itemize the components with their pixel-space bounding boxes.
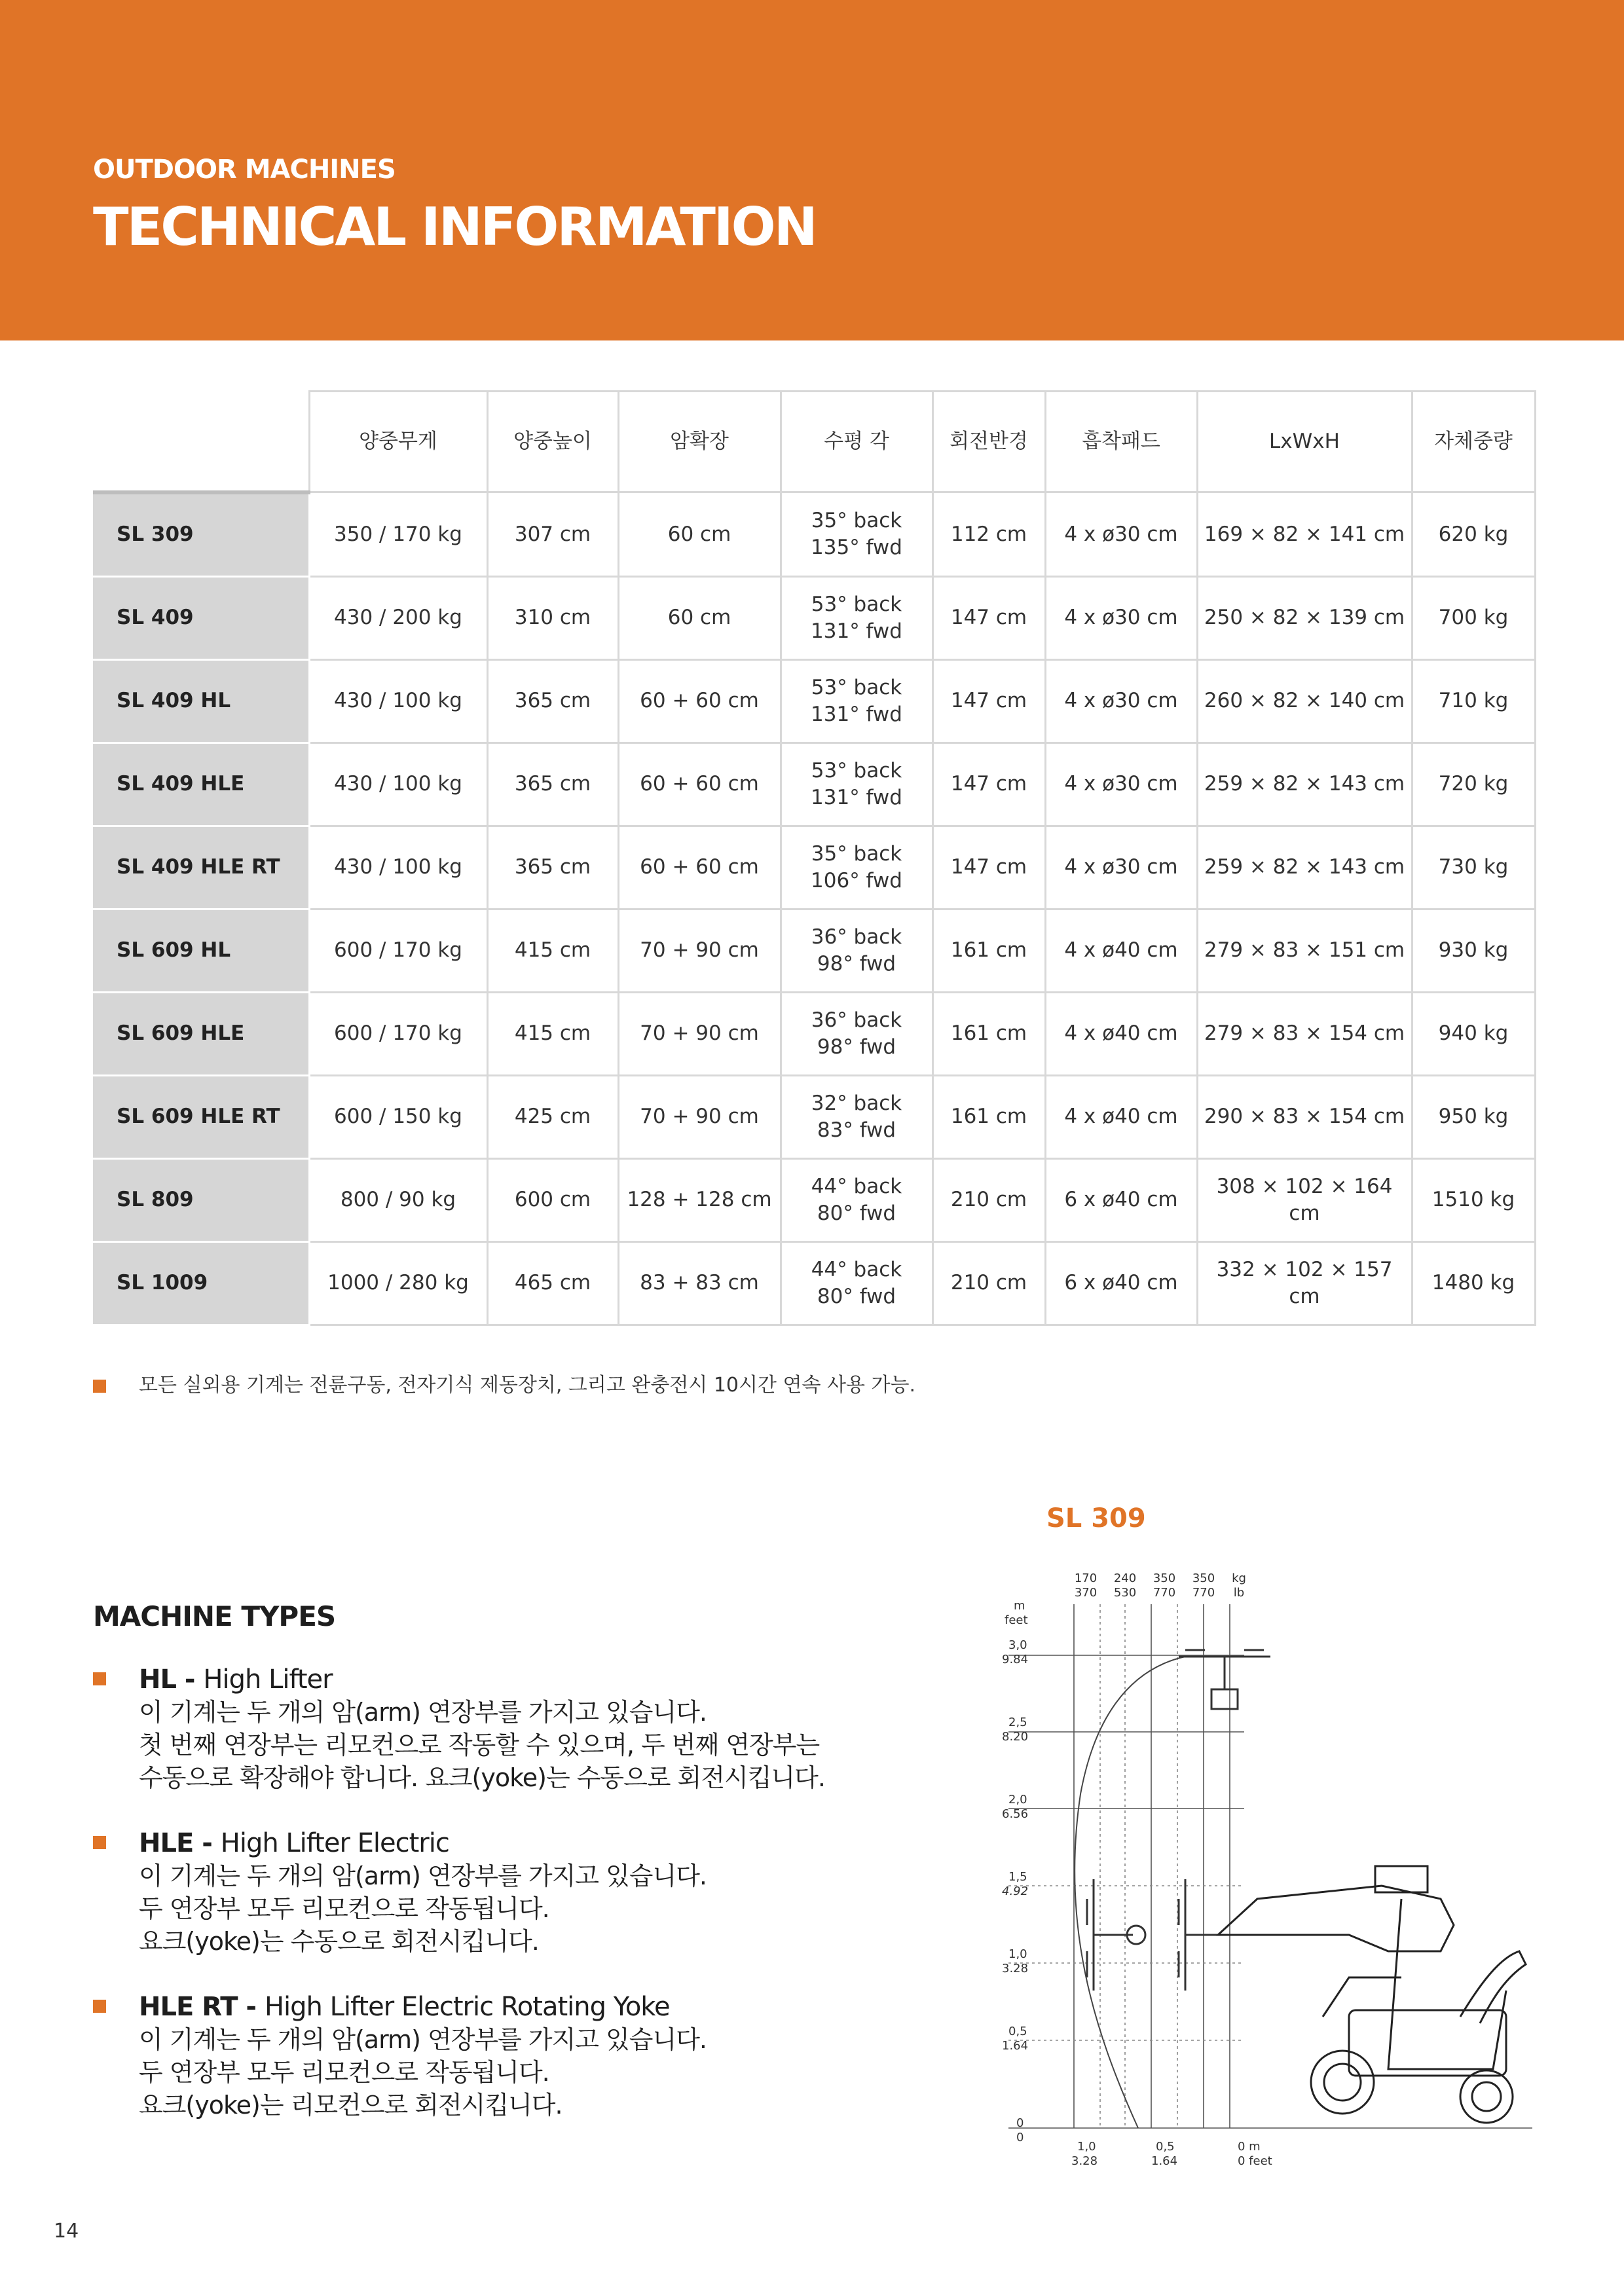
spec-cell-height: 465 cm <box>487 1241 618 1325</box>
spec-cell-dims: 279 × 83 × 151 cm <box>1197 909 1412 992</box>
y-label-m: 3,0 <box>1008 1638 1027 1652</box>
angle-fwd: 131° fwd <box>811 619 902 643</box>
load-kg-label: 350 <box>1153 1571 1176 1585</box>
spec-cell-weight: 1480 kg <box>1412 1241 1535 1325</box>
table-header-cell: 흡착패드 <box>1045 392 1197 492</box>
spec-cell-radius: 147 cm <box>932 659 1045 743</box>
spec-cell-pads: 4 x ø40 cm <box>1045 909 1197 992</box>
y-label-m: 1,0 <box>1008 1947 1027 1961</box>
spec-cell-height: 415 cm <box>487 909 618 992</box>
footnote <box>93 1368 915 1397</box>
y-label-ft: 1.64 <box>1002 2039 1029 2053</box>
load-lb-label: 770 <box>1192 1586 1215 1600</box>
machine-types-title: MACHINE TYPES <box>93 1600 336 1632</box>
spec-table <box>93 390 1536 1326</box>
spec-cell-pads: 4 x ø30 cm <box>1045 743 1197 826</box>
spec-cell-weight: 620 kg <box>1412 492 1535 577</box>
table-row <box>93 576 1535 659</box>
angle-fwd: 131° fwd <box>811 785 902 809</box>
y-label-m: 0 <box>1016 2116 1024 2130</box>
y-label-m: 0,5 <box>1008 2025 1027 2038</box>
machine-type-desc: 두 연장부 모두 리모컨으로 작동됩니다. <box>139 2058 549 2087</box>
machine-type-desc: 요크(yoke)는 수동으로 회전시킵니다. <box>139 1927 539 1956</box>
bullet-square-icon <box>93 1672 106 1685</box>
spec-cell-angle <box>781 1241 932 1325</box>
y-label-ft: 9.84 <box>1002 1653 1029 1666</box>
y-unit-feet: feet <box>1005 1613 1028 1627</box>
spec-cell-arm: 60 + 60 cm <box>618 826 781 909</box>
spec-cell-dims: 260 × 82 × 140 cm <box>1197 659 1412 743</box>
spec-cell-capacity: 600 / 150 kg <box>309 1075 487 1158</box>
spec-cell-dims: 290 × 83 × 154 cm <box>1197 1075 1412 1158</box>
angle-back: 53° back <box>811 593 902 617</box>
spec-cell-dims: 250 × 82 × 139 cm <box>1197 576 1412 659</box>
x-label-ft: 0 feet <box>1238 2154 1272 2168</box>
angle-fwd: 80° fwd <box>817 1201 896 1225</box>
spec-cell-arm: 60 + 60 cm <box>618 743 781 826</box>
suction-pad-top-icon <box>1179 1650 1270 1709</box>
spec-cell-weight: 1510 kg <box>1412 1158 1535 1241</box>
spec-cell-weight: 930 kg <box>1412 909 1535 992</box>
spec-cell-weight: 720 kg <box>1412 743 1535 826</box>
machine-type-desc: 요크(yoke)는 리모컨으로 회전시킵니다. <box>139 2091 563 2120</box>
spec-cell-capacity: 800 / 90 kg <box>309 1158 487 1241</box>
angle-fwd: 131° fwd <box>811 702 902 726</box>
spec-cell-radius: 161 cm <box>932 909 1045 992</box>
bullet-square-icon <box>93 1836 106 1849</box>
machine-type-desc: 수동으로 확장해야 합니다. 요크(yoke)는 수동으로 회전시킵니다. <box>139 1763 825 1792</box>
spec-cell-arm: 60 cm <box>618 492 781 577</box>
angle-fwd: 98° fwd <box>817 951 896 976</box>
machine-type-desc: 이 기계는 두 개의 암(arm) 연장부를 가지고 있습니다. <box>139 2025 707 2054</box>
x-axis-labels <box>1071 2140 1272 2168</box>
machine-type-hle-rt <box>93 1991 944 2121</box>
spec-cell-angle <box>781 992 932 1075</box>
y-label-m: 2,0 <box>1008 1793 1027 1807</box>
table-header-cell: 암확장 <box>618 392 781 492</box>
x-label-m: 1,0 <box>1077 2140 1096 2154</box>
machine-body-icon <box>1218 1866 1526 2123</box>
x-label-m: 0 m <box>1238 2140 1261 2154</box>
spec-cell-height: 365 cm <box>487 826 618 909</box>
x-label-ft: 3.28 <box>1071 2154 1098 2168</box>
table-row <box>93 992 1535 1075</box>
angle-fwd: 83° fwd <box>817 1118 896 1142</box>
table-header-cell: LxWxH <box>1197 392 1412 492</box>
spec-cell-capacity: 600 / 170 kg <box>309 909 487 992</box>
load-kg-label: 240 <box>1113 1571 1137 1585</box>
table-row <box>93 909 1535 992</box>
spec-cell-radius: 147 cm <box>932 576 1045 659</box>
angle-back: 53° back <box>811 676 902 700</box>
spec-cell-arm: 60 cm <box>618 576 781 659</box>
load-lb-label: 370 <box>1074 1586 1098 1600</box>
angle-fwd: 80° fwd <box>817 1284 896 1308</box>
spec-cell-pads: 6 x ø40 cm <box>1045 1158 1197 1241</box>
spec-cell-capacity: 430 / 100 kg <box>309 826 487 909</box>
spec-cell-dims: 279 × 83 × 154 cm <box>1197 992 1412 1075</box>
spec-cell-angle <box>781 909 932 992</box>
table-header-cell: 수평 각 <box>781 392 932 492</box>
y-label-m: 1,5 <box>1008 1870 1027 1884</box>
y-label-ft: 4.92 <box>1002 1884 1029 1898</box>
spec-cell-arm: 70 + 90 cm <box>618 909 781 992</box>
spec-cell-arm: 70 + 90 cm <box>618 992 781 1075</box>
table-header-cell: 회전반경 <box>932 392 1045 492</box>
spec-cell-angle <box>781 492 932 577</box>
spec-cell-angle <box>781 1075 932 1158</box>
spec-cell-pads: 4 x ø40 cm <box>1045 992 1197 1075</box>
spec-cell-height: 600 cm <box>487 1158 618 1241</box>
table-row <box>93 1158 1535 1241</box>
table-row <box>93 826 1535 909</box>
load-unit-lb: lb <box>1233 1586 1245 1600</box>
spec-cell-capacity: 1000 / 280 kg <box>309 1241 487 1325</box>
load-labels <box>1075 1571 1246 1600</box>
spec-cell-capacity: 430 / 100 kg <box>309 659 487 743</box>
spec-cell-pads: 4 x ø30 cm <box>1045 826 1197 909</box>
y-axis-labels <box>1002 1638 1028 2144</box>
bullet-square-icon <box>93 2000 106 2013</box>
angle-fwd: 98° fwd <box>817 1035 896 1059</box>
load-unit-kg: kg <box>1232 1571 1246 1585</box>
machine-type-heading: HLE RT - High Lifter Electric Rotating Yoke <box>139 1992 670 2022</box>
spec-cell-dims: 332 × 102 × 157 cm <box>1197 1241 1412 1325</box>
model-name-cell: SL 409 HL <box>93 659 309 743</box>
angle-back: 44° back <box>811 1175 902 1199</box>
model-name-cell: SL 409 HLE RT <box>93 826 309 909</box>
spec-cell-arm: 60 + 60 cm <box>618 659 781 743</box>
footnote-text: 모든 실외용 기계는 전륜구동, 전자기식 제동장치, 그리고 완충전시 10시간 연속 사용 가능. <box>139 1374 915 1397</box>
angle-back: 36° back <box>811 1008 902 1033</box>
spec-cell-dims: 169 × 82 × 141 cm <box>1197 492 1412 577</box>
spec-cell-angle <box>781 1158 932 1241</box>
machine-type-desc: 이 기계는 두 개의 암(arm) 연장부를 가지고 있습니다. <box>139 1698 707 1727</box>
machine-type-desc: 첫 번째 연장부는 리모컨으로 작동할 수 있으며, 두 번째 연장부는 <box>139 1731 820 1759</box>
bullet-square-icon <box>93 1380 106 1393</box>
angle-back: 35° back <box>811 509 902 533</box>
machine-type-hle <box>93 1827 944 1958</box>
load-lb-label: 770 <box>1153 1586 1176 1600</box>
spec-cell-height: 425 cm <box>487 1075 618 1158</box>
y-label-ft: 3.28 <box>1002 1962 1029 1975</box>
model-name-cell: SL 309 <box>93 492 309 577</box>
y-label-ft: 6.56 <box>1002 1807 1029 1821</box>
table-header-row <box>93 392 1535 492</box>
spec-cell-capacity: 430 / 200 kg <box>309 576 487 659</box>
y-label-m: 2,5 <box>1008 1716 1027 1729</box>
spec-cell-angle <box>781 576 932 659</box>
spec-cell-capacity: 350 / 170 kg <box>309 492 487 577</box>
header-subtitle: OUTDOOR MACHINES <box>93 155 396 185</box>
table-header-cell: 자체중량 <box>1412 392 1535 492</box>
machine-type-hl <box>93 1663 944 1794</box>
spec-cell-weight: 950 kg <box>1412 1075 1535 1158</box>
model-name-cell: SL 409 <box>93 576 309 659</box>
spec-cell-weight: 940 kg <box>1412 992 1535 1075</box>
page-number: 14 <box>54 2220 79 2243</box>
y-unit-m: m <box>1014 1599 1025 1613</box>
model-name-cell: SL 809 <box>93 1158 309 1241</box>
x-label-ft: 1.64 <box>1151 2154 1178 2168</box>
y-label-ft: 0 <box>1016 2131 1024 2144</box>
spec-cell-height: 415 cm <box>487 992 618 1075</box>
spec-cell-dims: 308 × 102 × 164 cm <box>1197 1158 1412 1241</box>
spec-cell-radius: 210 cm <box>932 1241 1045 1325</box>
load-kg-label: 170 <box>1074 1571 1098 1585</box>
spec-cell-arm: 128 + 128 cm <box>618 1158 781 1241</box>
angle-back: 35° back <box>811 842 902 866</box>
spec-cell-dims: 259 × 82 × 143 cm <box>1197 826 1412 909</box>
diagram-title: SL 309 <box>1046 1503 1146 1533</box>
spec-cell-weight: 730 kg <box>1412 826 1535 909</box>
table-row <box>93 492 1535 577</box>
model-name-cell: SL 609 HL <box>93 909 309 992</box>
spec-cell-radius: 161 cm <box>932 1075 1045 1158</box>
spec-cell-height: 365 cm <box>487 659 618 743</box>
spec-cell-arm: 70 + 90 cm <box>618 1075 781 1158</box>
angle-back: 53° back <box>811 759 902 783</box>
spec-cell-height: 310 cm <box>487 576 618 659</box>
table-row <box>93 659 1535 743</box>
load-kg-label: 350 <box>1192 1571 1215 1585</box>
table-header-empty <box>93 392 309 492</box>
table-header-cell: 양중높이 <box>487 392 618 492</box>
load-chart-diagram <box>982 1558 1559 2174</box>
spec-cell-angle <box>781 743 932 826</box>
load-lb-label: 530 <box>1113 1586 1137 1600</box>
angle-fwd: 135° fwd <box>811 535 902 559</box>
spec-cell-pads: 4 x ø30 cm <box>1045 576 1197 659</box>
table-row <box>93 1241 1535 1325</box>
spec-cell-radius: 161 cm <box>932 992 1045 1075</box>
reach-curve <box>1075 1657 1185 2128</box>
machine-type-desc: 두 연장부 모두 리모컨으로 작동됩니다. <box>139 1894 549 1923</box>
spec-cell-angle <box>781 826 932 909</box>
machine-type-desc: 이 기계는 두 개의 암(arm) 연장부를 가지고 있습니다. <box>139 1862 707 1890</box>
table-header-cell: 양중무게 <box>309 392 487 492</box>
chart-grid <box>1008 1604 1532 2128</box>
spec-cell-weight: 700 kg <box>1412 576 1535 659</box>
angle-back: 44° back <box>811 1258 902 1282</box>
spec-cell-pads: 4 x ø40 cm <box>1045 1075 1197 1158</box>
machine-type-heading: HLE - High Lifter Electric <box>139 1828 449 1858</box>
angle-back: 36° back <box>811 925 902 949</box>
spec-cell-radius: 112 cm <box>932 492 1045 577</box>
model-name-cell: SL 609 HLE RT <box>93 1075 309 1158</box>
spec-cell-pads: 4 x ø30 cm <box>1045 492 1197 577</box>
y-label-ft: 8.20 <box>1002 1730 1029 1744</box>
spec-cell-angle <box>781 659 932 743</box>
spec-cell-weight: 710 kg <box>1412 659 1535 743</box>
model-name-cell: SL 1009 <box>93 1241 309 1325</box>
table-row <box>93 1075 1535 1158</box>
suction-pad-front-icon <box>1087 1879 1218 1991</box>
spec-cell-height: 307 cm <box>487 492 618 577</box>
machine-type-heading: HL - High Lifter <box>139 1664 333 1695</box>
table-row <box>93 743 1535 826</box>
model-name-cell: SL 409 HLE <box>93 743 309 826</box>
spec-cell-radius: 210 cm <box>932 1158 1045 1241</box>
spec-cell-capacity: 430 / 100 kg <box>309 743 487 826</box>
spec-cell-radius: 147 cm <box>932 743 1045 826</box>
spec-cell-height: 365 cm <box>487 743 618 826</box>
page-title: TECHNICAL INFORMATION <box>93 196 816 257</box>
spec-cell-capacity: 600 / 170 kg <box>309 992 487 1075</box>
spec-cell-arm: 83 + 83 cm <box>618 1241 781 1325</box>
model-name-cell: SL 609 HLE <box>93 992 309 1075</box>
spec-cell-radius: 147 cm <box>932 826 1045 909</box>
angle-fwd: 106° fwd <box>811 868 902 892</box>
spec-cell-dims: 259 × 82 × 143 cm <box>1197 743 1412 826</box>
spec-cell-pads: 4 x ø30 cm <box>1045 659 1197 743</box>
angle-back: 32° back <box>811 1092 902 1116</box>
spec-cell-pads: 6 x ø40 cm <box>1045 1241 1197 1325</box>
x-label-m: 0,5 <box>1156 2140 1175 2154</box>
